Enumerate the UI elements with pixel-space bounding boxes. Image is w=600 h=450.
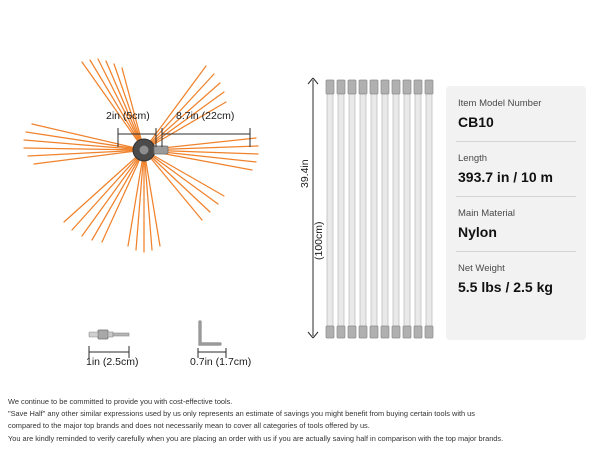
hub-dimension-label: 2in (5cm) [106,110,150,122]
spec-row [446,196,586,251]
footer-line-4: You are kindly reminded to verify carefully when you are placing an order with us if you are actually saving half in comparison with the top major brands. [8,433,504,443]
brush-svg [10,50,290,260]
rod-length-label-cm: (100cm) [313,221,325,260]
spec-row [446,251,586,306]
rod-length-label-inches: 39.4in [299,159,311,188]
spec-key: Length [458,153,488,164]
small-parts-group [80,318,280,378]
chimney-brush-illustration [10,50,290,260]
spec-row [446,86,586,141]
spec-value: 393.7 in / 10 m [458,169,553,185]
connector-part [89,330,129,339]
spec-value: CB10 [458,114,494,130]
spec-key: Main Material [458,208,516,219]
brush-hub [133,139,168,161]
rod-set-illustration [299,70,435,350]
brush-diameter-label: 8.7in (22cm) [176,110,235,122]
footer-line-2: "Save Half" any other similar expressions used by us only represents an estimate of savings you might benefit from buying certain tools with us [8,409,475,419]
footer-line-3: compared to the major top brands and does not necessarily mean to cover all categories of tools offered by us. [8,421,370,431]
spec-key: Item Model Number [458,98,542,109]
rods-svg [305,70,435,350]
spec-row [446,141,586,196]
small-parts-svg [80,318,280,378]
spec-key: Net Weight [458,263,505,274]
footer-line-1: We continue to be committed to provide you with cost-effective tools. [8,397,233,406]
hex-key-part [200,322,220,344]
spec-table [446,86,586,340]
spec-value: 5.5 lbs / 2.5 kg [458,279,553,295]
hexkey-dimension-label: 0.7in (1.7cm) [190,356,252,368]
rods-group [326,80,433,338]
spec-value: Nylon [458,224,497,240]
footer-disclaimer [8,396,592,445]
connector-dimension-label: 1in (2.5cm) [86,356,139,368]
